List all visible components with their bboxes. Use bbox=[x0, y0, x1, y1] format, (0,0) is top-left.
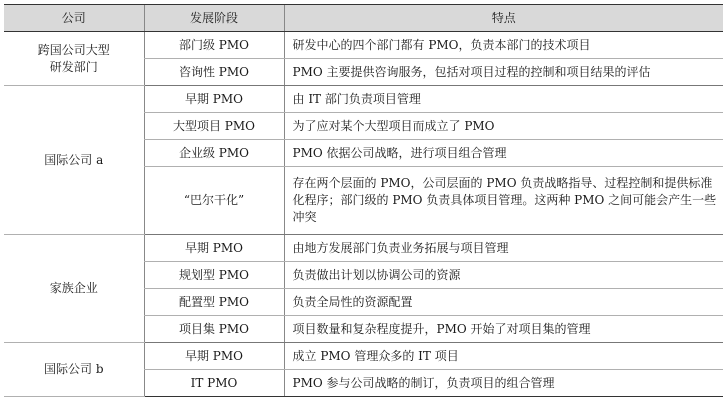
feature-cell: PMO 主要提供咨询服务，包括对项目过程的控制和项目结果的评估 bbox=[284, 59, 723, 86]
feature-cell: 项目数量和复杂程度提升，PMO 开始了对项目集的管理 bbox=[284, 316, 723, 343]
table-row bbox=[4, 86, 723, 113]
stage-cell: 项目集 PMO bbox=[144, 316, 284, 343]
header-row bbox=[4, 5, 723, 32]
feature-cell: 负责做出计划以协调公司的资源 bbox=[284, 262, 723, 289]
header-company: 公司 bbox=[4, 5, 144, 32]
feature-cell: 由 IT 部门负责项目管理 bbox=[284, 86, 723, 113]
stage-cell: 部门级 PMO bbox=[144, 32, 284, 59]
feature-cell: PMO 依据公司战略，进行项目组合管理 bbox=[284, 140, 723, 167]
feature-cell: 研发中心的四个部门都有 PMO，负责本部门的技术项目 bbox=[284, 32, 723, 59]
feature-cell: 存在两个层面的 PMO，公司层面的 PMO 负责战略指导、过程控制和提供标准化程序；部门级的 PMO 负责具体项目管理。这两种 PMO 之间可能会产生一些冲突 bbox=[284, 167, 723, 235]
company-cell: 国际公司 a bbox=[4, 86, 144, 235]
stage-cell: 配置型 PMO bbox=[144, 289, 284, 316]
stage-cell: 早期 PMO bbox=[144, 235, 284, 262]
header-feature: 特点 bbox=[284, 5, 723, 32]
feature-cell: 为了应对某个大型项目而成立了 PMO bbox=[284, 113, 723, 140]
stage-cell: 早期 PMO bbox=[144, 86, 284, 113]
table-row bbox=[4, 32, 723, 59]
pmo-stages-table bbox=[4, 4, 723, 397]
stage-cell: 大型项目 PMO bbox=[144, 113, 284, 140]
header-stage: 发展阶段 bbox=[144, 5, 284, 32]
company-cell: 家族企业 bbox=[4, 235, 144, 343]
table-row bbox=[4, 343, 723, 370]
stage-cell: 咨询性 PMO bbox=[144, 59, 284, 86]
company-name: 跨国公司大型 研发部门 bbox=[37, 42, 110, 74]
stage-cell: 规划型 PMO bbox=[144, 262, 284, 289]
table-row bbox=[4, 235, 723, 262]
stage-cell: “巴尔干化” bbox=[144, 167, 284, 235]
feature-cell: 由地方发展部门负责业务拓展与项目管理 bbox=[284, 235, 723, 262]
company-cell: 国际公司 b bbox=[4, 343, 144, 397]
company-cell bbox=[4, 32, 144, 86]
stage-cell: 企业级 PMO bbox=[144, 140, 284, 167]
feature-cell: PMO 参与公司战略的制订，负责项目的组合管理 bbox=[284, 370, 723, 397]
stage-cell: IT PMO bbox=[144, 370, 284, 397]
stage-cell: 早期 PMO bbox=[144, 343, 284, 370]
feature-cell: 负责全局性的资源配置 bbox=[284, 289, 723, 316]
feature-cell: 成立 PMO 管理众多的 IT 项目 bbox=[284, 343, 723, 370]
